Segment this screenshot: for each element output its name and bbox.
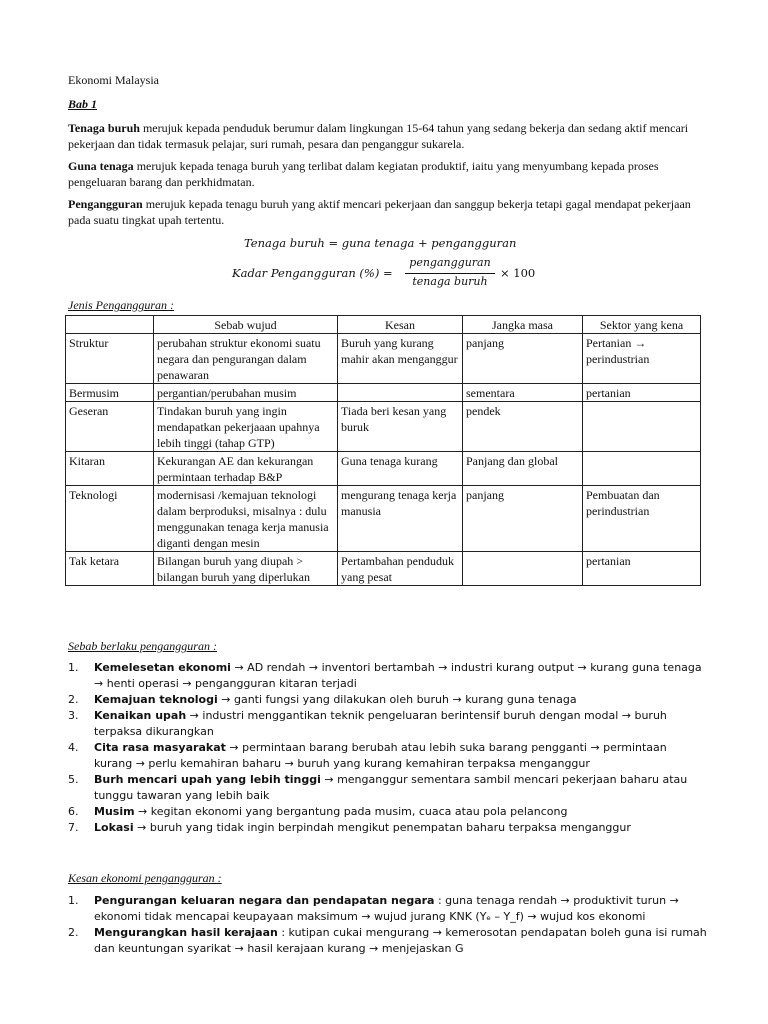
table-cell [463, 552, 583, 586]
table-cell: pergantian/perubahan musim [154, 384, 338, 402]
table-row [66, 384, 701, 402]
list-item: 4. Cita rasa masyarakat → permintaan barang berubah atau lebih suka barang pengganti → permintaan kurang → perlu kemahiran baharu → buruh yang kurang kemahiran terpaksa menganggur [68, 741, 667, 770]
table-cell: Pembuatan dan perindustrian [583, 486, 701, 552]
table-cell [338, 384, 463, 402]
table-cell: Tiada beri kesan yang buruk [338, 402, 463, 452]
unemployment-types-table [65, 315, 701, 586]
header-cell: Sebab wujud [154, 316, 338, 334]
table-cell: Struktur [66, 334, 154, 384]
term: Guna tenaga [68, 159, 134, 173]
table-row [66, 402, 701, 452]
table-cell: Kekurangan AE dan kekurangan permintaan terhadap B&P [154, 452, 338, 486]
table-cell: panjang [463, 334, 583, 384]
causes-title: Sebab berlaku pengangguran : [68, 639, 217, 653]
table-cell: Guna tenaga kurang [338, 452, 463, 486]
header-cell: Sektor yang kena [583, 316, 701, 334]
definition-text: merujuk kepada tenagu buruh yang aktif mencari pekerjaan dan sanggup bekerja tetapi gagal mendapat pekerjaan pada suatu tingkat upah tertentu. [68, 197, 691, 227]
list-item: 2. Kemajuan teknologi → ganti fungsi yang dilakukan oleh buruh → kurang guna tenaga [68, 693, 577, 706]
table-cell: pertanian [583, 552, 701, 586]
definition-text: merujuk kepada tenaga buruh yang terlibat dalam kegiatan produktif, iaitu yang menyumbang kepada proses pengeluaran barang dan perkhidmatan. [68, 159, 659, 189]
table-cell: pertanian [583, 384, 701, 402]
list-item: 1. Pengurangan keluaran negara dan pendapatan negara : guna tenaga rendah → produktivit turun → ekonomi tidak mencapai keupayaan maksimum → wujud jurang KNK (Yₑ – Y_f) → wujud kos ekonomi [68, 894, 679, 923]
list-item: 3. Kenaikan upah → industri menggantikan teknik pengeluaran berintensif buruh dengan modal → buruh terpaksa dikurangkan [68, 709, 667, 738]
table-cell: panjang [463, 486, 583, 552]
table-row [66, 334, 701, 384]
table-row [66, 486, 701, 552]
chapter-heading: Bab 1 [68, 97, 98, 111]
effects-title: Kesan ekonomi pengangguran : [68, 871, 222, 885]
formula-numerator: pengangguran [409, 256, 491, 269]
table-cell: Geseran [66, 402, 154, 452]
table-cell: Panjang dan global [463, 452, 583, 486]
table-cell: mengurang tenaga kerja manusia [338, 486, 463, 552]
list-item: 5. Burh mencari upah yang lebih tinggi → menganggur sementara sambil mencari pekerjaan baharu atau tunggu tawaran yang lebih baik [68, 773, 688, 802]
header-cell: Kesan [338, 316, 463, 334]
table-cell: Bilangan buruh yang diupah > bilangan buruh yang diperlukan [154, 552, 338, 586]
list-item: 7. Lokasi → buruh yang tidak ingin berpindah mengikut penempatan baharu terpaksa menganggur [68, 821, 631, 834]
header-cell [66, 316, 154, 334]
definition-guna-tenaga [68, 158, 704, 190]
definition-pengangguran [68, 196, 704, 228]
list-item: 2. Mengurangkan hasil kerajaan : kutipan cukai mengurang → kemerosotan pendapatan boleh guna isi rumah dan keuntungan syarikat → hasil kerajaan kurang → menjejaskan G [68, 926, 707, 955]
table-cell: Buruh yang kurang mahir akan menganggur [338, 334, 463, 384]
table-cell: Pertambahan penduduk yang pesat [338, 552, 463, 586]
causes-list [68, 660, 708, 836]
formula-labour-force: Tenaga buruh = guna tenaga + pengangguran [244, 236, 517, 250]
formula-denominator: tenaga buruh [412, 275, 488, 288]
table-cell [583, 402, 701, 452]
effects-list [68, 893, 708, 957]
definition-text: merujuk kepada penduduk berumur dalam lingkungan 15-64 tahun yang sedang bekerja dan sedang aktif mencari pekerjaan dan tidak termasuk pelajar, suri rumah, pesara dan penganggur sukarela. [68, 121, 689, 151]
table-row [66, 552, 701, 586]
header-cell: Jangka masa [463, 316, 583, 334]
table-cell: Teknologi [66, 486, 154, 552]
list-item: 6. Musim → kegitan ekonomi yang bergantung pada musim, cuaca atau pola pelancong [68, 805, 568, 818]
table-cell: Tak ketara [66, 552, 154, 586]
table-cell: pendek [463, 402, 583, 452]
document-title: Ekonomi Malaysia [68, 73, 159, 87]
table-row [66, 452, 701, 486]
formula-unemployment-rate-lhs: Kadar Pengangguran (%) = [232, 266, 393, 280]
term: Pengangguran [68, 197, 143, 211]
table-cell: perubahan struktur ekonomi suatu negara dan pengurangan dalam penawaran [154, 334, 338, 384]
table-cell: Kitaran [66, 452, 154, 486]
list-item: 1. Kemelesetan ekonomi → AD rendah → inventori bertambah → industri kurang output → kurang guna tenaga → henti operasi → pengangguran kitaran terjadi [68, 661, 702, 690]
term: Tenaga buruh [68, 121, 140, 135]
table-cell: sementara [463, 384, 583, 402]
table-cell: Pertanian → perindustrian [583, 334, 701, 384]
table-cell: modernisasi /kemajuan teknologi dalam berproduksi, misalnya : dulu menggunakan tenaga kerja manusia diganti dengan mesin [154, 486, 338, 552]
fraction-bar [405, 273, 495, 274]
table-cell [583, 452, 701, 486]
table-cell: Bermusim [66, 384, 154, 402]
definition-tenaga-buruh [68, 120, 704, 152]
table-cell: Tindakan buruh yang ingin mendapatkan pekerjaaan upahnya lebih tinggi (tahap GTP) [154, 402, 338, 452]
table-header-row [66, 316, 701, 334]
formula-rhs: × 100 [500, 266, 536, 280]
table-title: Jenis Pengangguran : [68, 298, 174, 312]
